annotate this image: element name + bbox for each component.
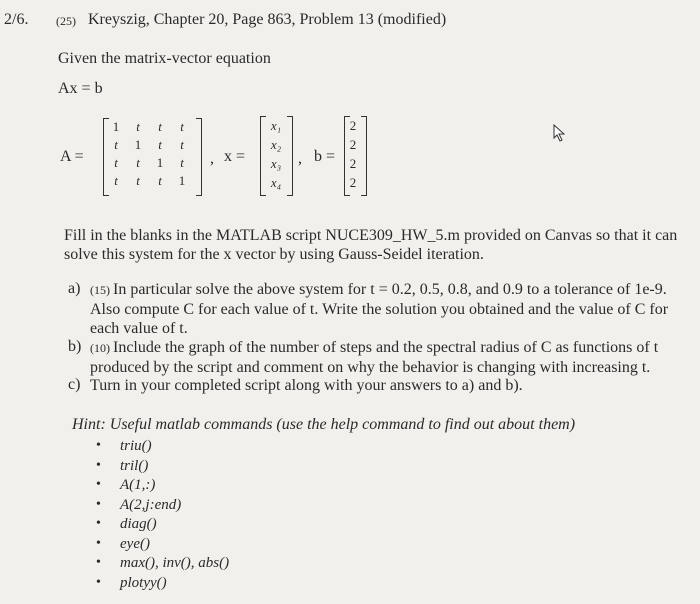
- part-text: [90, 376, 694, 395]
- matrix-a-cell: t: [114, 173, 118, 188]
- hint-item: max(), inv(), abs(): [120, 555, 230, 571]
- matrix-a-cell: t: [180, 119, 184, 134]
- matrix-a-cell: t: [158, 137, 162, 152]
- matrix-a-cell: 1: [134, 137, 142, 152]
- matrix-a-cell: t: [180, 155, 184, 170]
- vector-x-label: x =: [224, 148, 246, 165]
- matrix-a-cell: t: [158, 173, 162, 188]
- matrix-a-cell: 1: [156, 155, 164, 170]
- hint-item: eye(): [120, 535, 150, 552]
- part-body: Include the graph of the number of steps and the spectral radius of C as functions of t produced by the script and comment on why the behavior is changing with increasing t.: [90, 339, 659, 376]
- matrix-a-cell: 1: [178, 173, 186, 188]
- bullet-icon: •: [96, 496, 101, 512]
- part-points: (15): [90, 283, 113, 297]
- hint-title: Hint: Useful matlab commands (use the help command to find out about them): [72, 416, 576, 433]
- bullet-icon: •: [96, 574, 101, 590]
- hint-item: tril(): [120, 457, 149, 474]
- matrix-a-cell: t: [180, 137, 184, 152]
- part-text: [90, 338, 694, 377]
- hint-item: A(1,:): [120, 477, 156, 493]
- bullet-icon: •: [96, 516, 101, 531]
- hint-item: triu(): [120, 438, 152, 454]
- bullet-icon: •: [96, 438, 101, 453]
- problem-title: Kreyszig, Chapter 20, Page 863, Problem 13 (modified): [88, 11, 447, 28]
- matrix-a-cell: t: [158, 119, 162, 134]
- instructions-text: Fill in the blanks in the MATLAB script NUCE309_HW_5.m provided on Canvas so that it can solve this system for the x vector by using Gauss-Seidel iteration.: [64, 227, 678, 263]
- comma-2: ,: [298, 150, 302, 167]
- vector-x: [260, 116, 294, 196]
- part-text: [90, 280, 694, 338]
- matrix-a-cell: t: [136, 173, 140, 188]
- comma-1: ,: [210, 150, 214, 167]
- problem-number: 2/6.: [4, 11, 29, 28]
- bullet-icon: •: [96, 555, 101, 570]
- part-body: In particular solve the above system for t = 0.2, 0.5, 0.8, and 0.9 to a tolerance of 1e-9. Also compute C for each value of t. Write the solution you obtained and the value of C for each value of t.: [90, 281, 669, 337]
- hint-item: plotyy(): [120, 574, 167, 591]
- vector-x-cell: x₂: [270, 137, 282, 152]
- part-label: b): [68, 338, 82, 355]
- matrix-a-label: A =: [60, 148, 84, 165]
- bullet-icon: •: [96, 457, 101, 473]
- part-body: Turn in your completed script along with your answers to a) and b).: [90, 377, 523, 394]
- matrix-a-cell: t: [136, 155, 140, 170]
- vector-b-cell: 2: [349, 137, 357, 152]
- matrix-a-cell: t: [114, 155, 118, 170]
- part-label: a): [68, 280, 81, 297]
- intro-text: Given the matrix-vector equation: [58, 50, 271, 67]
- vector-x-cell: x₄: [270, 175, 282, 190]
- part-points: (10): [90, 341, 113, 355]
- matrix-a-cell: t: [114, 137, 118, 152]
- hint-item: A(2,j:end): [120, 496, 182, 513]
- matrix-a: [103, 118, 203, 196]
- bullet-icon: •: [96, 477, 101, 492]
- vector-b-cell: 2: [349, 156, 357, 171]
- vector-x-cell: x₃: [270, 156, 282, 171]
- part-label: c): [68, 376, 81, 393]
- vector-b-cell: 2: [349, 118, 357, 133]
- vector-b-cell: 2: [349, 175, 357, 190]
- bullet-icon: •: [96, 535, 101, 551]
- mouse-cursor-icon: [553, 124, 567, 142]
- equation: Ax = b: [58, 80, 103, 97]
- vector-x-cell: x₁: [270, 118, 282, 133]
- matrix-a-cell: t: [136, 119, 140, 134]
- hint-item: diag(): [120, 516, 157, 532]
- matrix-a-cell: 1: [112, 119, 120, 134]
- vector-b: [344, 116, 368, 196]
- problem-points: (25): [56, 14, 76, 28]
- vector-b-label: b =: [314, 148, 336, 165]
